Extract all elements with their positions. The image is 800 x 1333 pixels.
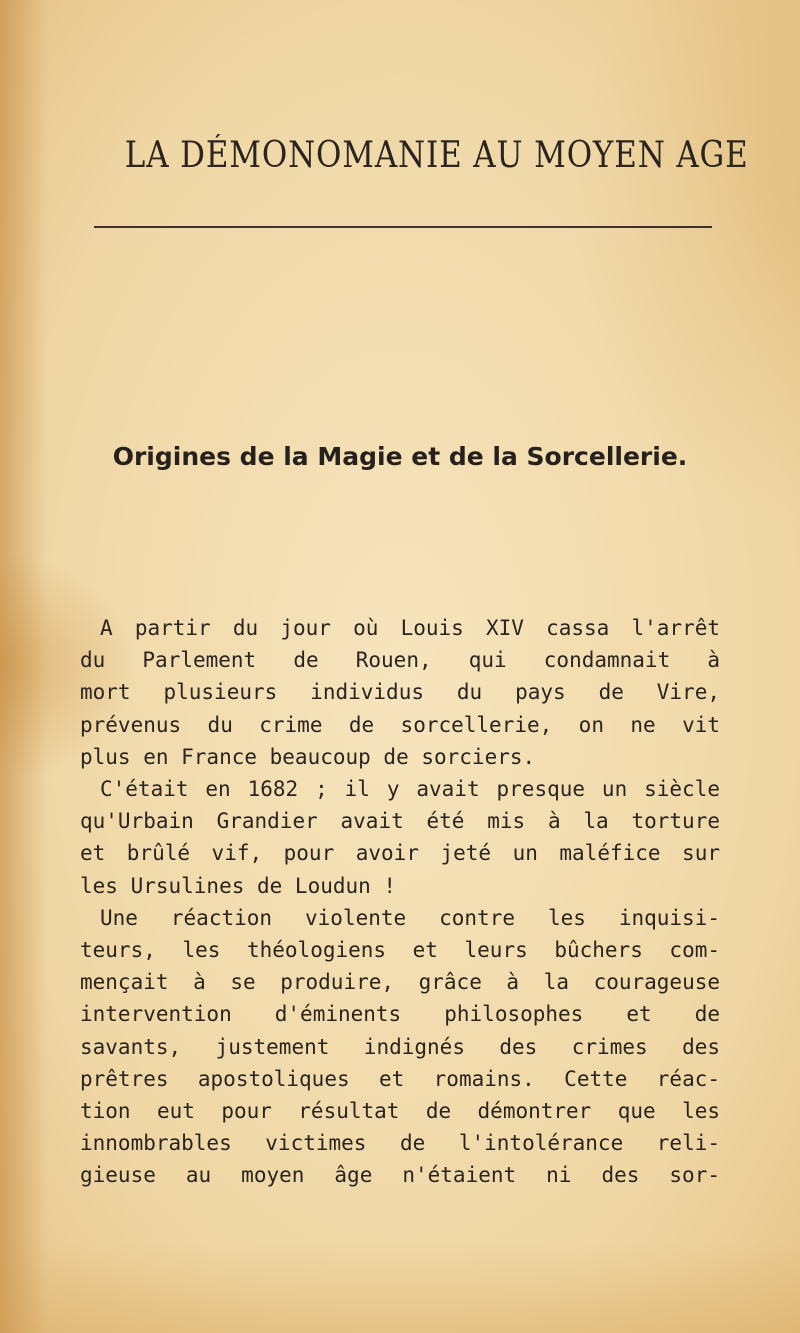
text-line: et brûlé vif, pour avoir jeté un maléfice sur bbox=[80, 841, 720, 866]
text-line: prêtres apostoliques et romains. Cette réac- bbox=[80, 1066, 720, 1091]
text-line: plus en France beaucoup de sorciers. bbox=[80, 744, 536, 769]
text-line: innombrables victimes de l'intolérance reli- bbox=[80, 1131, 720, 1156]
page-edge-shadow bbox=[0, 0, 48, 1333]
header-rule bbox=[94, 226, 712, 228]
text-line: tion eut pour résultat de démontrer que les bbox=[80, 1099, 720, 1124]
text-line: mençait à se produire, grâce à la courageuse bbox=[80, 970, 720, 995]
text-line: intervention d'éminents philosophes et de bbox=[80, 1002, 720, 1027]
text-line: Une réaction violente contre les inquisi- bbox=[100, 905, 720, 930]
text-line: savants, justement indignés des crimes des bbox=[80, 1034, 720, 1059]
text-line: mort plusieurs individus du pays de Vire, bbox=[80, 680, 720, 705]
text-line: A partir du jour où Louis XIV cassa l'arrêt bbox=[100, 616, 720, 640]
text-line: du Parlement de Rouen, qui condamnait à bbox=[80, 648, 720, 673]
text-line: prévenus du crime de sorcellerie, on ne vit bbox=[80, 712, 720, 737]
text-line: teurs, les théologiens et leurs bûchers com- bbox=[80, 938, 720, 963]
text-line: gieuse au moyen âge n'étaient ni des sor- bbox=[80, 1163, 720, 1188]
running-head: LA DÉMONOMANIE AU MOYEN AGE bbox=[124, 135, 749, 176]
text-line: C'était en 1682 ; il y avait presque un siècle bbox=[100, 777, 720, 802]
section-title: Origines de la Magie et de la Sorcellerie. bbox=[112, 442, 688, 471]
text-line: les Ursulines de Loudun ! bbox=[80, 873, 397, 898]
page-bottom-stain bbox=[0, 1243, 800, 1333]
text-line: qu'Urbain Grandier avait été mis à la torture bbox=[80, 809, 720, 834]
body-text bbox=[80, 612, 720, 1192]
